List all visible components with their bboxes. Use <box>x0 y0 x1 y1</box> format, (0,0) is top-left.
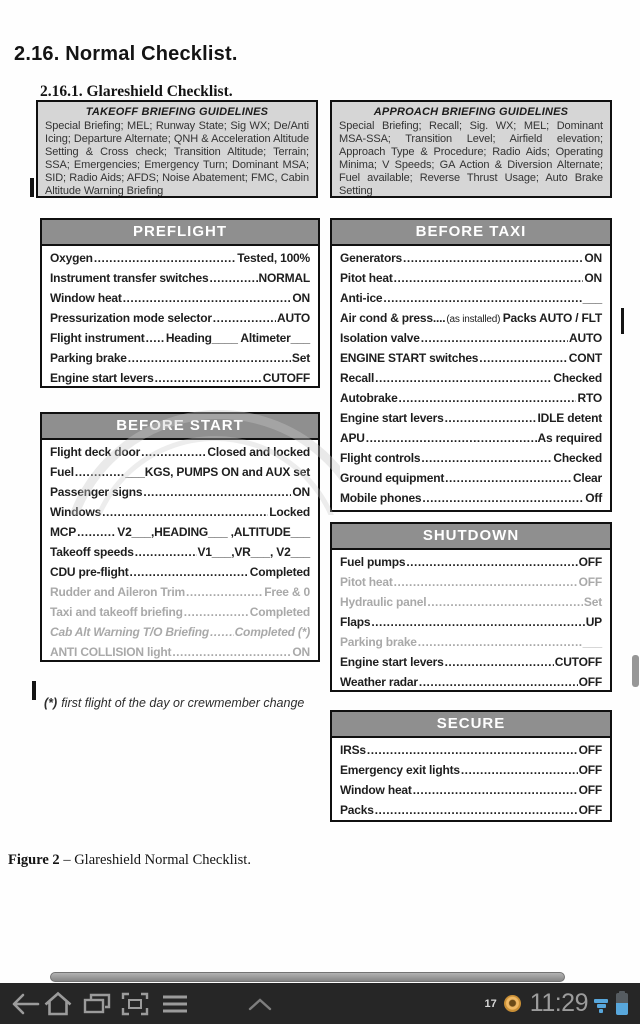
dotted-leader <box>421 328 568 348</box>
checklist-secure-body <box>332 738 610 820</box>
checklist-preflight-body <box>42 246 318 388</box>
checklist-item <box>42 462 318 482</box>
checklist-item-label: Window heat <box>340 783 412 797</box>
checklist-item <box>332 672 610 692</box>
checklist-item-value: Completed <box>249 605 310 619</box>
checklist-item <box>332 348 610 368</box>
checklist-item-value: V2___,HEADING___ ,ALTITUDE___ <box>117 525 310 539</box>
dotted-leader <box>419 672 578 692</box>
checklist-item-value: Locked <box>269 505 310 519</box>
dotted-leader <box>375 800 578 820</box>
wifi-signal-icon <box>594 999 608 1013</box>
checklist-item-label: Packs <box>340 803 374 817</box>
dotted-leader <box>427 592 583 612</box>
checklist-item-label: MCP <box>50 525 77 539</box>
checklist-item-label: Air cond & press.... <box>340 311 446 325</box>
figure-caption-label: Figure 2 <box>8 851 60 868</box>
dotted-leader <box>141 442 206 462</box>
checklist-shutdown <box>330 522 612 692</box>
checklist-item-label: Autobrake <box>340 391 398 405</box>
checklist-item-label: Instrument transfer switches <box>50 271 209 285</box>
dotted-leader <box>172 642 291 662</box>
checklist-item-value: ON <box>292 645 310 659</box>
dotted-leader <box>383 288 581 308</box>
checklist-item-value: CUTOFF <box>554 655 602 669</box>
checklist-item-value: ___ <box>582 291 602 305</box>
collapse-navbar-button[interactable] <box>243 983 277 1024</box>
checklist-item <box>42 328 318 348</box>
home-icon <box>43 991 73 1017</box>
dotted-leader <box>445 652 554 672</box>
checklist-item <box>42 268 318 288</box>
checklist-item <box>42 542 318 562</box>
checklist-item <box>332 780 610 800</box>
dotted-leader <box>213 308 276 328</box>
checklist-item-label: Flaps <box>340 615 371 629</box>
checklist-item <box>42 368 318 388</box>
checklist-item-value: Tested, 100% <box>237 251 310 265</box>
checklist-item-value: Packs AUTO / FLT <box>502 311 602 325</box>
checklist-item <box>42 602 318 622</box>
checklist-item-value: OFF <box>578 763 602 777</box>
checklist-item-value: Heading____ Altimeter___ <box>165 331 310 345</box>
checklist-item-value: Clear <box>572 471 602 485</box>
checklist-item-label: Parking brake <box>340 635 417 649</box>
checklist-item-value: CONT <box>568 351 602 365</box>
checklist-item <box>332 288 610 308</box>
checklist-secure <box>330 710 612 822</box>
dotted-leader <box>135 542 197 562</box>
dotted-leader <box>143 482 291 502</box>
dotted-leader <box>403 248 583 268</box>
checklist-item-label: Parking brake <box>50 351 127 365</box>
dotted-leader <box>75 462 124 482</box>
checklist-item-value: UP <box>585 615 602 629</box>
checklist-item <box>42 288 318 308</box>
checklist-item-label: Taxi and takeoff briefing <box>50 605 183 619</box>
checklist-item <box>42 582 318 602</box>
checklist-item-label: Recall <box>340 371 375 385</box>
checklist-item-label: Pitot heat <box>340 575 393 589</box>
dotted-leader <box>367 740 578 760</box>
checklist-item-label: Mobile phones <box>340 491 422 505</box>
checklist-item <box>332 408 610 428</box>
checklist-item-label: Fuel <box>50 465 74 479</box>
dotted-leader <box>123 288 292 308</box>
checklist-item-label: Anti-ice <box>340 291 383 305</box>
dotted-leader <box>184 602 249 622</box>
checklist-item-value: OFF <box>578 803 602 817</box>
checklist-item <box>42 348 318 368</box>
checklist-item <box>42 522 318 542</box>
checklist-item-value: Completed <box>249 565 310 579</box>
checklist-item <box>42 308 318 328</box>
checklist-item-value: ON <box>584 271 602 285</box>
screenshot-button[interactable] <box>118 983 152 1024</box>
back-icon <box>10 992 40 1016</box>
menu-button[interactable] <box>158 983 192 1024</box>
revision-change-bar <box>30 178 34 197</box>
checklist-item <box>332 428 610 448</box>
checklist-item <box>332 388 610 408</box>
checklist-item-value: OFF <box>578 555 602 569</box>
checklist-item-label: Takeoff speeds <box>50 545 134 559</box>
checklist-item <box>42 442 318 462</box>
checklist-item-value: Closed and locked <box>207 445 310 459</box>
checklist-item-label: Isolation valve <box>340 331 420 345</box>
dotted-leader <box>461 760 578 780</box>
takeoff-briefing-body: Special Briefing; MEL; Runway State; Sig WX; De/Anti Icing; Departure Alternate; QNH & Acceleration Altitude Setting & Cross check; Transition Altitude; Terrain; SSA; Emergencies; Emergency Turn; Dominant MSA; SID; Radio Aids; AFDS; Noise Abatement; FMC, Cabin Altitude Warning Briefing <box>45 120 309 197</box>
figure-caption <box>8 852 251 869</box>
checklist-secure-header: SECURE <box>332 712 610 738</box>
checklist-shutdown-header: SHUTDOWN <box>332 524 610 550</box>
checklist-item <box>332 328 610 348</box>
dotted-leader <box>146 328 165 348</box>
status-tray[interactable] <box>485 983 640 1024</box>
dotted-leader <box>394 268 584 288</box>
checklist-before-taxi-header: BEFORE TAXI <box>332 220 610 246</box>
checklist-item-value: ___ <box>582 635 602 649</box>
checklist-item-label: Weather radar <box>340 675 418 689</box>
horizontal-scrollbar[interactable] <box>50 972 565 982</box>
checklist-item <box>332 488 610 508</box>
checklist-item <box>332 268 610 288</box>
dotted-leader <box>102 502 268 522</box>
checklist-item-label: APU <box>340 431 365 445</box>
vertical-scrollbar[interactable] <box>632 655 639 687</box>
checklist-item-value: AUTO <box>277 311 310 325</box>
checklist-item <box>332 592 610 612</box>
approach-briefing-box <box>330 100 612 198</box>
checklist-item <box>332 652 610 672</box>
checklist-item-label: ANTI COLLISION light <box>50 645 172 659</box>
footnote-marker: (*) <box>44 695 58 710</box>
checklist-item-label: Generators <box>340 251 403 265</box>
figure-caption-text: – Glareshield Normal Checklist. <box>63 851 251 868</box>
checklist-item-label: Ground equipment <box>340 471 445 485</box>
checklist-before-start-header: BEFORE START <box>42 414 318 440</box>
checklist-item <box>332 800 610 820</box>
checklist-item-label: Engine start levers <box>340 411 444 425</box>
checklist-item-label: CDU pre-flight <box>50 565 129 579</box>
battery-icon <box>616 993 628 1015</box>
dotted-leader <box>366 428 537 448</box>
dotted-leader <box>394 572 578 592</box>
checklist-item-value: Off <box>585 491 602 505</box>
approach-briefing-body: Special Briefing; Recall; Sig. WX; MEL; Dominant MSA-SSA; Transition Level; Airfield elevation; Approach Type & Procedure; Radio Aids; Operating Minima; V Speeds; GA Action & Diversion Alternate; Fuel available; Reverse Thrust Usage; Auto Brake Setting <box>339 120 603 197</box>
notification-badge-icon <box>504 995 521 1012</box>
checklist-item-label: Fuel pumps <box>340 555 406 569</box>
dotted-leader <box>186 582 263 602</box>
checklist-item-value: As required <box>537 431 602 445</box>
checklist-item-value: OFF <box>578 675 602 689</box>
dotted-leader <box>130 562 249 582</box>
checklist-item <box>332 468 610 488</box>
checklist-item-value: Checked <box>553 371 602 385</box>
checklist-item <box>42 482 318 502</box>
checklist-item-label: Windows <box>50 505 102 519</box>
checklist-item <box>42 562 318 582</box>
checklist-item <box>332 368 610 388</box>
checklist-item <box>42 622 318 642</box>
checklist-item-label: ENGINE START switches <box>340 351 479 365</box>
dotted-leader <box>77 522 116 542</box>
checklist-item-label: Pitot heat <box>340 271 393 285</box>
checklist-item-value: Checked <box>553 451 602 465</box>
checklist-item <box>332 632 610 652</box>
dotted-leader <box>479 348 568 368</box>
dotted-leader <box>128 348 291 368</box>
checklist-item-label: Rudder and Aileron Trim <box>50 585 185 599</box>
checklist-item-value: OFF <box>578 783 602 797</box>
checklist-item-value: ON <box>292 485 310 499</box>
checklist-item-label: Oxygen <box>50 251 93 265</box>
takeoff-briefing-title: TAKEOFF BRIEFING GUIDELINES <box>85 106 269 118</box>
dotted-leader <box>421 448 552 468</box>
checklist-item <box>332 740 610 760</box>
checklist-item <box>332 248 610 268</box>
dotted-leader <box>445 408 537 428</box>
dotted-leader <box>418 632 582 652</box>
checklist-item-value: Free & 0 <box>264 585 310 599</box>
checklist-item-value: Completed (*) <box>234 625 310 639</box>
checklist-item-note: (as installed) <box>446 314 501 325</box>
checklist-item <box>332 308 610 328</box>
home-button[interactable] <box>41 983 75 1024</box>
dotted-leader <box>210 622 234 642</box>
dotted-leader <box>94 248 236 268</box>
checklist-item-label: Flight deck door <box>50 445 141 459</box>
checklist-item-value: Set <box>583 595 602 609</box>
checklist-item-value: OFF <box>578 575 602 589</box>
checklist-item-value: OFF <box>578 743 602 757</box>
dotted-leader <box>375 368 552 388</box>
checklist-item-label: Passenger signs <box>50 485 143 499</box>
checklist-item <box>332 552 610 572</box>
dotted-leader <box>155 368 262 388</box>
notification-count: 17 <box>484 997 497 1010</box>
checklist-item <box>332 572 610 592</box>
checklist-item-label: Flight instrument <box>50 331 145 345</box>
clock: 11:29 <box>529 989 588 1017</box>
checklist-item-value: ON <box>584 251 602 265</box>
revision-change-bar <box>32 681 36 700</box>
checklist-shutdown-body <box>332 550 610 692</box>
checklist-preflight <box>40 218 320 388</box>
dotted-leader <box>209 268 257 288</box>
back-button[interactable] <box>8 983 42 1024</box>
android-navigation-bar <box>0 983 640 1024</box>
recent-apps-button[interactable] <box>80 983 114 1024</box>
checklist-item-value: RTO <box>577 391 602 405</box>
section-subtitle: 2.16.1. Glareshield Checklist. <box>40 82 233 100</box>
checklist-item <box>42 502 318 522</box>
dotted-leader <box>445 468 572 488</box>
checklist-item-label: Window heat <box>50 291 122 305</box>
checklist-preflight-header: PREFLIGHT <box>42 220 318 246</box>
checklist-item-value: ON <box>292 291 310 305</box>
chevron-up-icon <box>246 996 274 1012</box>
revision-change-bar <box>621 308 624 334</box>
checklist-item-value: IDLE detent <box>537 411 602 425</box>
checklist-item-label: Hydraulic panel <box>340 595 427 609</box>
checklist-before-start-body <box>42 440 318 662</box>
dotted-leader <box>371 612 584 632</box>
checklist-before-start <box>40 412 320 662</box>
checklist-item-value: NORMAL <box>258 271 310 285</box>
footnote-text: first flight of the day or crewmember change <box>61 695 305 710</box>
checklist-item-value: ___KGS, PUMPS ON and AUX set <box>125 465 310 479</box>
checklist-item-label: Cab Alt Warning T/O Briefing <box>50 625 210 639</box>
page-title: 2.16. Normal Checklist. <box>14 43 238 66</box>
footnote <box>44 696 304 710</box>
dotted-leader <box>406 552 577 572</box>
dotted-leader <box>413 780 578 800</box>
checklist-item-value: Set <box>291 351 310 365</box>
checklist-item-label: Engine start levers <box>340 655 444 669</box>
takeoff-briefing-box <box>36 100 318 198</box>
checklist-item <box>332 448 610 468</box>
recent-apps-icon <box>82 991 112 1017</box>
checklist-item-value: V1___,VR___, V2___ <box>197 545 310 559</box>
checklist-item-label: IRSs <box>340 743 366 757</box>
checklist-before-taxi <box>330 218 612 512</box>
checklist-item <box>42 248 318 268</box>
checklist-item-label: Engine start levers <box>50 371 154 385</box>
checklist-item <box>332 612 610 632</box>
checklist-item <box>42 642 318 662</box>
checklist-item-value: CUTOFF <box>262 371 310 385</box>
screen-capture-icon <box>121 992 149 1016</box>
menu-icon <box>161 993 189 1015</box>
dotted-leader <box>399 388 577 408</box>
dotted-leader <box>422 488 584 508</box>
checklist-item-label: Pressurization mode selector <box>50 311 212 325</box>
checklist-item <box>332 760 610 780</box>
checklist-item-label: Emergency exit lights <box>340 763 460 777</box>
checklist-item-label: Flight controls <box>340 451 421 465</box>
checklist-item-value: AUTO <box>569 331 602 345</box>
checklist-before-taxi-body <box>332 246 610 508</box>
approach-briefing-title: APPROACH BRIEFING GUIDELINES <box>373 106 569 118</box>
